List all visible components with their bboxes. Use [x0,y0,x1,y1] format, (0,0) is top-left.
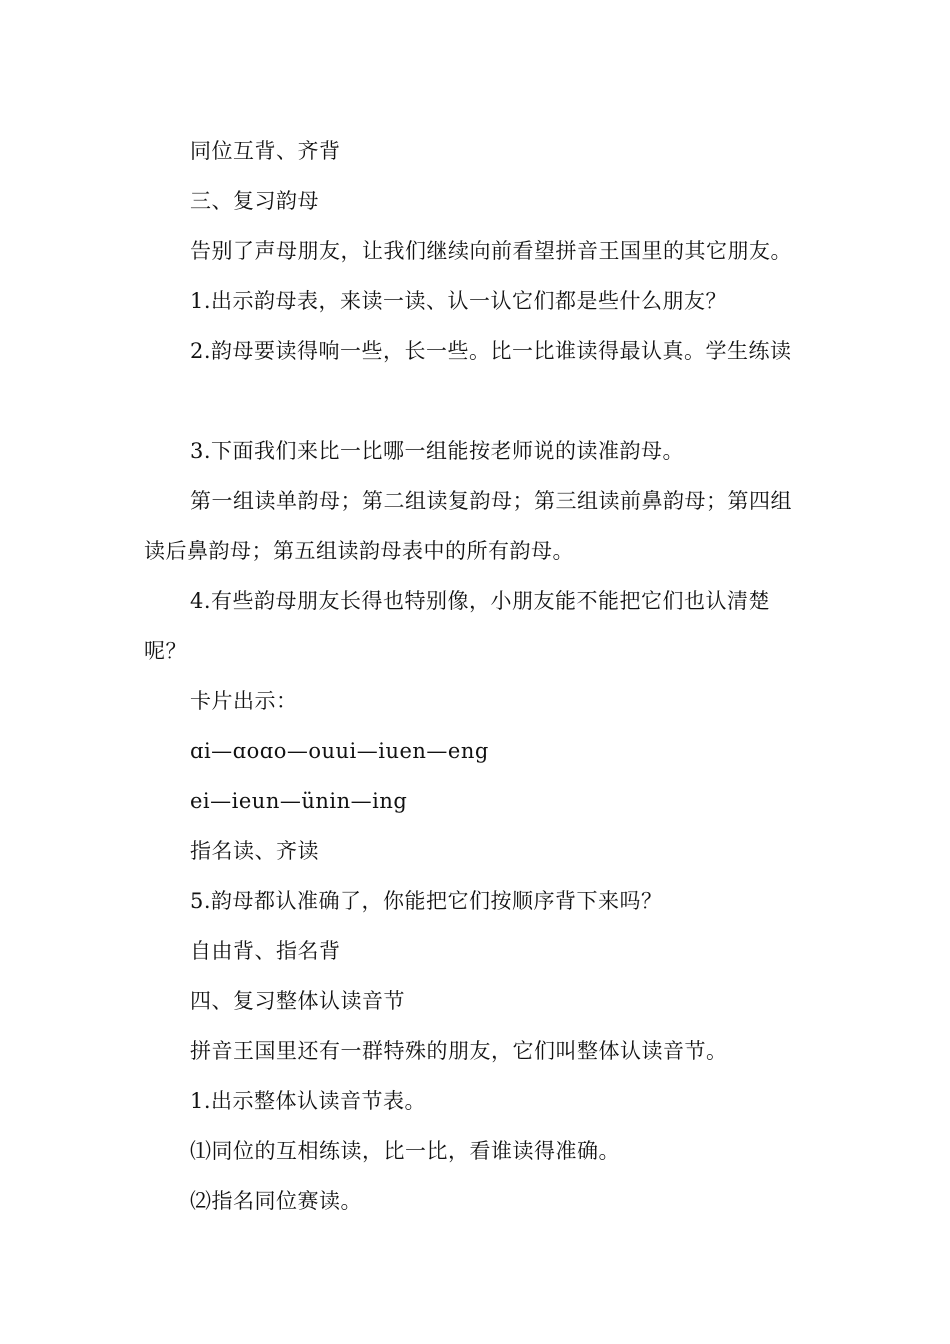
paragraph-recite: 自由背、指名背 [190,939,341,963]
section-heading-3: 三、复习韵母 [190,189,319,213]
paragraph-intro-syllables: 拼音王国里还有一群特殊的朋友，它们叫整体认读音节。 [190,1039,728,1063]
list-item-5: 5.韵母都认准确了，你能把它们按顺序背下来吗？ [190,889,663,913]
pinyin-line-2: ei—ieun—ünin—ing [190,789,408,813]
card-label: 卡片出示： [190,689,298,713]
section-heading-4: 四、复习整体认读音节 [190,989,405,1013]
paragraph-2: 告别了声母朋友，让我们继续向前看望拼音王国里的其它朋友。 [190,239,792,263]
pinyin-line-1: ɑi—ɑoɑo—ouui—iuen—eng [190,739,489,763]
paragraph-1: 同位互背、齐背 [190,139,341,163]
list-item-2: 2.韵母要读得响一些，长一些。比一比谁读得最认真。学生练读 [190,339,792,363]
paragraph-groups: 第一组读单韵母；第二组读复韵母；第三组读前鼻韵母；第四组读后鼻韵母；第五组读韵母表中的所有韵母。 [144,489,792,563]
sub-item-1: ⑴同位的互相练读，比一比，看谁读得准确。 [190,1139,620,1163]
paragraph-read: 指名读、齐读 [190,839,319,863]
list-item-1: 1.出示韵母表，来读一读、认一认它们都是些什么朋友？ [190,289,728,313]
sub-item-2: ⑵指名同位赛读。 [190,1189,362,1213]
list-item-3: 3.下面我们来比一比哪一组能按老师说的读准韵母。 [190,439,685,463]
list-item-syllables-1: 1.出示整体认读音节表。 [190,1089,427,1113]
list-item-4: 4.有些韵母朋友长得也特别像，小朋友能不能把它们也认清楚呢？ [144,589,771,663]
